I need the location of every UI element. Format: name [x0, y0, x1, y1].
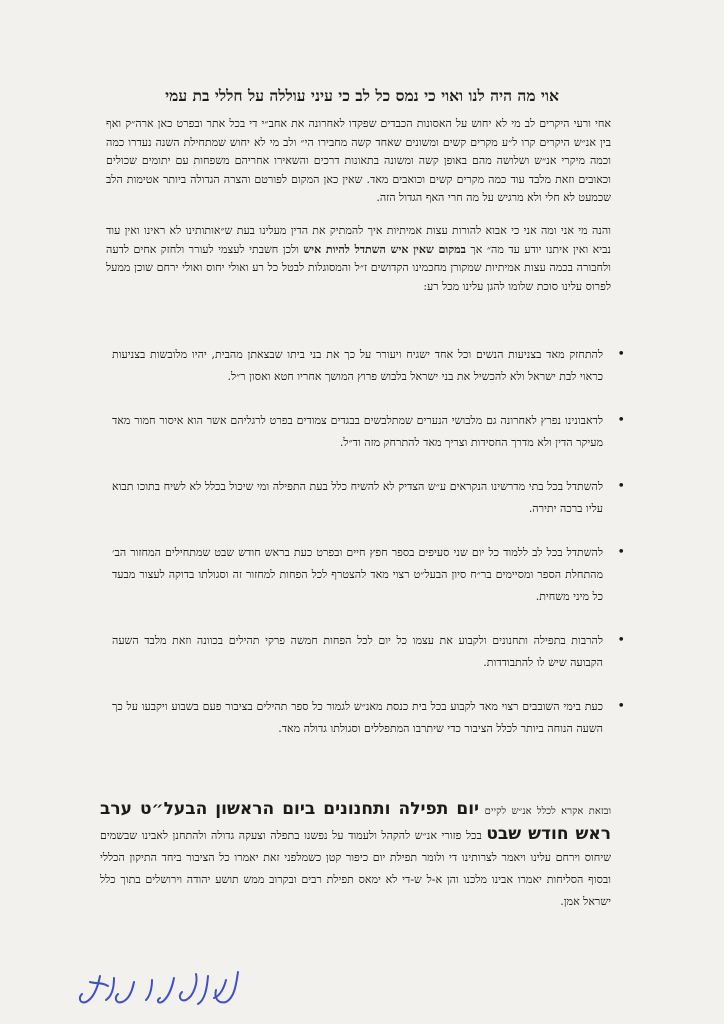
list-item: • להתחזק מאד בצניעות הנשים וכל אחד ישגיח ויעורר על כך את בני ביתו שבצאתן מהבית, יהיו מלובשות בצניעות כראוי לבת ישראל ולא להכשיל את בני ישראל בלבוש פרוץ המושך אחריו חטא ואסון ר״ל.: [112, 344, 603, 388]
announcement-headline: יום תפילה ותחנונים ביום הראשון הבעל״ט ערב ראש חודש שבט: [100, 799, 611, 844]
list-item: • להשתדל בכל לב ללמוד כל יום שני סעיפים בספר חפץ חיים ובפרט כעת בראש חודש שבט שמתחילים המחזור הב׳ מהתחלת הספר ומסיימים בר״ח סיון הבעל״ט רצוי מאד להצטרף לכל הפחות למחזור זה וסגולתו בדוקה לעצור מבעד כל מיני משחית.: [112, 542, 603, 608]
second-paragraph: [106, 222, 611, 296]
handwritten-signature: [68, 958, 250, 1018]
opening-paragraph: אחי ורעי היקרים לב מי לא יחוש על האסונות הכבדים שפקדו לאחרונה את אחב״י די בכל אתר ובפרט כאן ארה״ק ואף בין אנ״ש היקרים קרו ל״ע מקרים קשים ומשונים שאחד קשה מחבירו הי״ ולב מי לא יחוש שמתחילת השנה נעדרו כמה וכמה מיקרי אנ״ש ושלושה מהם באופן קשה ומשונה בתאונות דרכים והשאירו אחריהם משפחות עם יתומים שכולים וכאובים וזאת מלבד עוד כמה מקרים קשים וכואבים מאד. שאין כאן המקום לפורטם והצרה הגדולה ביותר אטימות הלב שכמעט לא חלי ולא מרגיש על מה חרי האף הגדול הזה.: [106, 117, 611, 205]
list-item: • להרבות בתפילה ותחנונים ולקבוע את עצמו כל יום לכל הפחות חמשה פרקי תהילים בכוונה וזאת מלבד השעה הקבועה שיש לו להתבודדות.: [112, 630, 603, 674]
second-paragraph-text-b: ולכן חשבתי לעצמי לעורר ולחזק אחים לדעה ולחבורה בכמה עצות אמיתיות שמקורן מחכמינו הקדושים ז״ל והמסוגלות לבטל כל רע ואולי יחוס ואולי ירחם שוכן ממעל לפרוס עלינו סוכת שלומו להגן עלינו מכל רע:: [106, 242, 611, 293]
signature-graphic: [68, 958, 250, 1018]
announcement-intro: ובזאת אקרא לכלל אנ״ש לקיים: [484, 806, 612, 817]
second-paragraph-text-a: והנה מי אני ומה אני כי אבוא להורות עצות אמיתיות איך להמתיק את הדין מעלינו בעת ש״אותותינו לא ראינו ואין עוד נביא ואין איתנו יודע עד מה״ אך: [106, 224, 611, 256]
prayer-day-announcement: [100, 798, 611, 913]
advice-list: [112, 344, 603, 762]
list-item: • כעת בימי השובבים רצוי מאד לקבוע בכל בית כנסת מאנ״ש לגמור כל ספר תהילים בציבור פעם בשבוע ויקבעו על כך השעה הנוחה ביותר לכלל הציבור כדי שיתרבו המתפללים וסגולתו גדולה מאד.: [112, 696, 603, 740]
list-item: • לדאבונינו נפרץ לאחרונה גם מלבושי הנערים שמתלבשים בבגדים צמודים בפרט לרגליהם אשר הוא איסור חמור מאד מעיקר הדין ולא מדרך החסידות וצריך מאד להתרחק מזה וד״ל.: [112, 410, 603, 454]
page-title: אוי מה היה לנו ואוי כי נמס כל לב כי עיני עוללה על חללי בת עמי: [165, 86, 559, 105]
list-item: • להשתדל בכל בתי מדרשינו הנקראים ע״ש הצדיק לא להשיח כלל בעת התפילה ומי שיכול בכלל לא לשיח בתוכו תבוא עליו ברכה יתירה.: [112, 476, 603, 520]
announcement-body: בכל פזורי אנ״ש להקהל ולעמוד על נפשנו בתפלה וצעקה גדולה ולהתחנן לאבינו שבשמים שיחוס וירחם עלינו ויאמר לצרותינו די ולומר תפילת יום כיפור קטן כשמלפני זאת יאמרו כל הציבור ביחד התיקון הכללי ובסוף הסליחות יאמרו אבינו מלכנו והן א-ל ש-די לא ימאס תפילת רבים ובקרוב ממש תושע יהודה וירושלים בתוך כלל ישראל אמן.: [100, 829, 611, 908]
second-paragraph-bold: במקום שאין איש השתדל להיות איש: [303, 242, 466, 256]
